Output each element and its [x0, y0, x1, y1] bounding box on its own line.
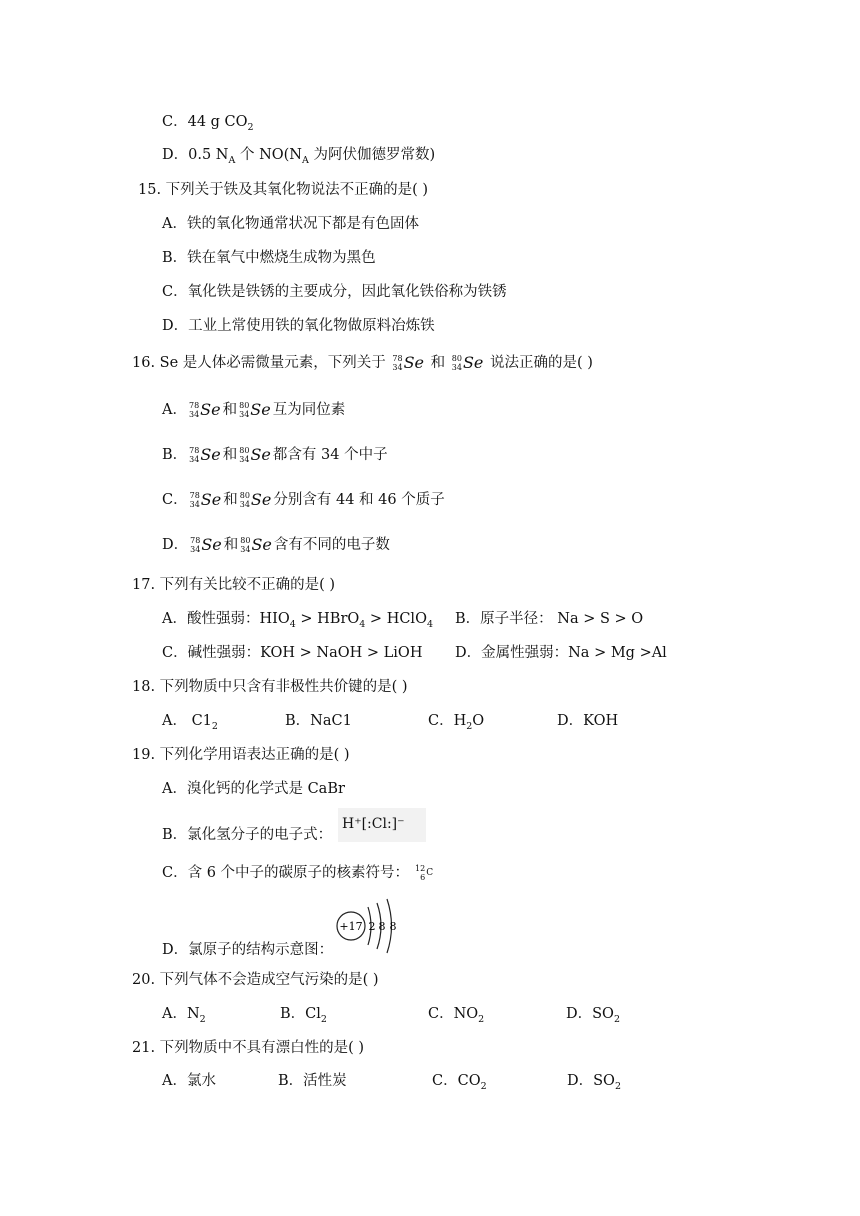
question-21-stem: 21. 下列物质中不具有漂白性的是( ): [132, 1040, 365, 1056]
se-78-symbol: 78 34 Se: [190, 535, 222, 554]
question-16-option-b: B． 78 34 Se 和 80 34 Se 都含有 34 个中子: [162, 445, 388, 464]
question-21-option-a: A．氯水: [162, 1073, 216, 1089]
question-20-option-d: D．$SO_2$: [566, 1006, 620, 1025]
option-d: D．0.5 $N_A$ 个 $NO(N_A$ 为阿伏伽德罗常数): [162, 147, 436, 166]
se-80-symbol: 80 34 Se: [239, 400, 271, 419]
svg-text:+17: +17: [339, 920, 363, 933]
svg-text:2: 2: [368, 920, 376, 933]
question-18-option-d: D．KOH: [557, 713, 619, 729]
question-18-option-b: B．NaC1: [285, 713, 352, 729]
chlorine-atom-structure-diagram: [334, 895, 406, 957]
question-19-option-a: A．溴化钙的化学式是 CaBr: [162, 781, 345, 797]
question-19-stem: 19. 下列化学用语表达正确的是( ): [132, 747, 350, 763]
hcl-electron-formula-image: H⁺[:Cl:]⁻: [338, 808, 426, 842]
question-15-stem: 15. 下列关于铁及其氧化物说法不正确的是( ): [138, 182, 429, 198]
question-20-stem: 20. 下列气体不会造成空气污染的是( ): [132, 972, 379, 988]
question-15-option-a: A．铁的氧化物通常状况下都是有色固体: [162, 216, 419, 232]
question-17-option-d: D．金属性强弱：Na > Mg >Al: [455, 645, 667, 661]
question-16-option-c: C． 78 34 Se 和 80 34 Se 分别含有 44 和 46 个质子: [162, 490, 445, 509]
option-c: C．44 g $CO_2$: [162, 114, 254, 133]
question-18-stem: 18. 下列物质中只含有非极性共价键的是( ): [132, 679, 408, 695]
question-18-option-a: A． $C1_2$: [162, 713, 218, 732]
se-78-symbol: 78 34 Se: [392, 353, 425, 372]
question-21-option-b: B．活性炭: [278, 1073, 347, 1089]
question-17-option-c: C．碱性强弱：KOH > NaOH > LiOH: [162, 645, 423, 661]
question-20-option-b: B．$Cl_2$: [280, 1006, 327, 1025]
question-17-stem: 17. 下列有关比较不正确的是( ): [132, 577, 336, 593]
carbon-12-symbol: 12 6 C: [415, 864, 434, 882]
question-15-option-c: C．氧化铁是铁锈的主要成分，因此氧化铁俗称为铁锈: [162, 284, 507, 300]
se-78-symbol: 78 34 Se: [188, 400, 221, 419]
question-15-option-b: B．铁在氧气中燃烧生成物为黑色: [162, 250, 376, 266]
se-80-symbol: 80 34 Se: [451, 353, 484, 372]
question-16-option-d: D． 78 34 Se 和 80 34 Se 含有不同的电子数: [162, 535, 390, 554]
se-80-symbol: 80 34 Se: [240, 535, 272, 554]
se-78-symbol: 78 34 Se: [189, 445, 221, 464]
question-16-option-a: A． 78 34 Se 和 80 34 Se 互为同位素: [162, 400, 346, 419]
se-80-symbol: 80 34 Se: [239, 490, 272, 509]
question-18-option-c: C．$H_2O$: [428, 713, 485, 732]
question-19-option-d: D．氯原子的结构示意图：: [162, 942, 334, 958]
se-80-symbol: 80 34 Se: [239, 445, 271, 464]
question-21-option-c: C．$CO_2$: [432, 1073, 487, 1092]
question-19-option-b: B．氯化氢分子的电子式：: [162, 827, 333, 843]
question-21-option-d: D．$SO_2$: [567, 1073, 621, 1092]
question-15-option-d: D．工业上常使用铁的氧化物做原料冶炼铁: [162, 318, 435, 334]
svg-text:8: 8: [389, 920, 397, 933]
question-16-stem: 16. Se 是人体必需微量元素，下列关于 78 34 Se 和 80 34 Se 说法正确的是( ): [132, 353, 593, 372]
se-78-symbol: 78 34 Se: [189, 490, 222, 509]
question-20-option-a: A．$N_2$: [162, 1006, 206, 1025]
question-17-option-b: B．原子半径： Na > S > O: [455, 611, 644, 627]
question-20-option-c: C．$NO_2$: [428, 1006, 485, 1025]
svg-text:8: 8: [378, 920, 386, 933]
question-17-option-a: A．酸性强弱：$HIO_4$ > HBrO$_4$ > HClO$_4$: [162, 611, 434, 630]
question-19-option-c: C．含 6 个中子的碳原子的核素符号： 12 6 C: [162, 864, 434, 882]
